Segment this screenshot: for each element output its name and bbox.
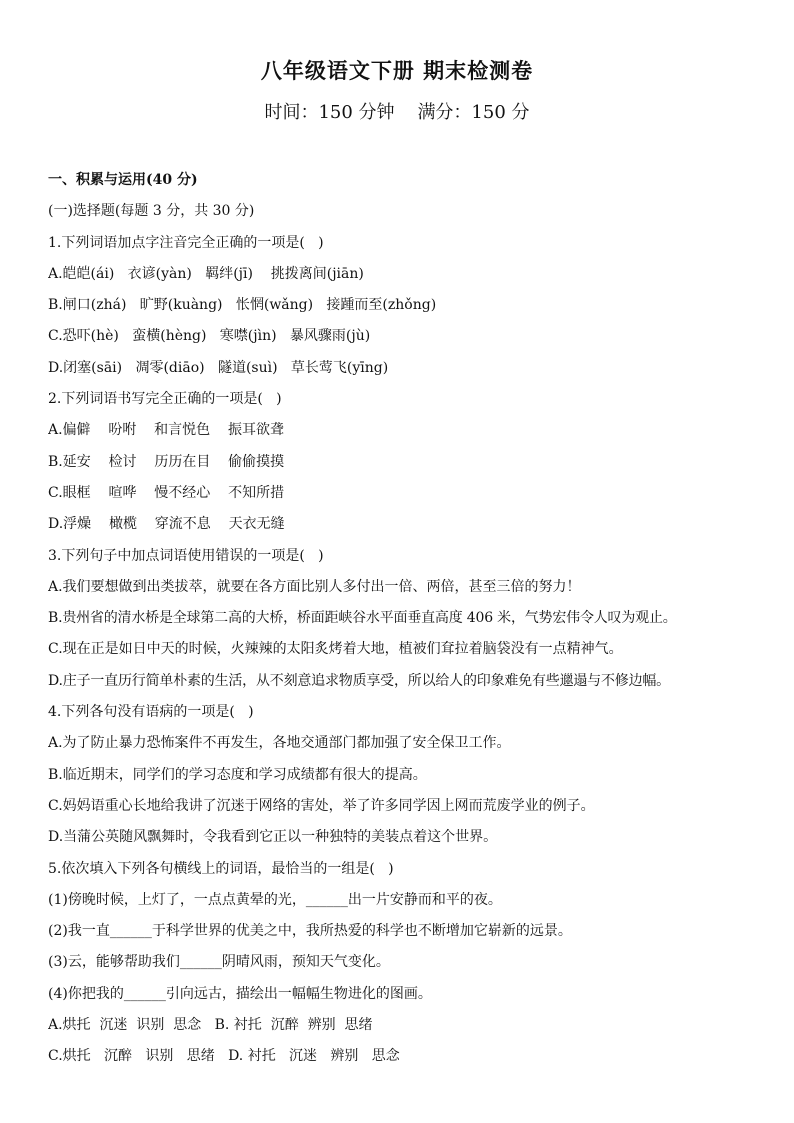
question-3-option-b: B.贵州省的清水桥是全球第二高的大桥，桥面距峡谷水平面垂直高度 406 米，气势宏伟令人叹为观止。 <box>48 610 677 627</box>
question-1-option-c: C.恐吓(hè) 蛮横(hèng) 寒噤(jìn) 暴风骤雨(jù) <box>48 328 371 345</box>
question-3-option-d: D.庄子一直历行简单朴素的生活，从不刻意追求物质享受，所以给人的印象难免有些邋遢与不修边幅。 <box>48 672 670 689</box>
question-1-option-b: B.闸口(zhá) 旷野(kuàng) 怅惘(wǎng) 接踵而至(zhǒng) <box>48 297 437 314</box>
question-4: 4.下列各句没有语病的一项是( ) <box>48 704 254 721</box>
question-5-item-3: (3)云，能够帮助我们______阴晴风雨，预知天气变化。 <box>48 954 390 971</box>
question-5-item-1: (1)傍晚时候，上灯了，一点点黄晕的光，______出一片安静而和平的夜。 <box>48 891 502 908</box>
exam-score: 满分：150 分 <box>417 102 530 123</box>
question-2-option-b: B.延安 检讨 历历在目 偷偷摸摸 <box>48 453 285 470</box>
question-4-option-a: A.为了防止暴力恐怖案件不再发生，各地交通部门都加强了安全保卫工作。 <box>48 735 511 752</box>
question-2-option-c: C.眼框 喧哗 慢不经心 不知所措 <box>48 484 285 501</box>
question-5: 5.依次填入下列各句横线上的词语，最恰当的一组是( ) <box>48 860 394 877</box>
question-2: 2.下列词语书写完全正确的一项是( ) <box>48 391 282 408</box>
question-1-option-a: A.皑皑(ái) 衣谚(yàn) 羁绊(jī) 挑拨离间(jiān) <box>48 265 364 282</box>
question-2-option-a: A.偏僻 吩咐 和言悦色 振耳欲聋 <box>48 422 284 439</box>
question-5-item-2: (2)我一直______于科学世界的优美之中，我所热爱的科学也不断增加它崭新的远景。 <box>48 923 572 940</box>
question-1-option-d: D.闭塞(sāi) 凋零(diāo) 隧道(suì) 草长莺飞(yīng) <box>48 359 389 376</box>
question-1: 1.下列词语加点字注音完全正确的一项是( ) <box>48 234 324 251</box>
page-title: 八年级语文下册 期末检测卷 <box>260 58 534 83</box>
question-5-options-cd: C.烘托 沉醉 识别 思绪 D. 衬托 沉迷 辨别 思念 <box>48 1048 400 1065</box>
question-2-option-d: D.浮燥 橄榄 穿流不息 天衣无缝 <box>48 516 285 533</box>
question-4-option-d: D.当蒲公英随风飘舞时，令我看到它正以一种独特的美装点着这个世界。 <box>48 829 498 846</box>
question-content <box>48 165 778 1073</box>
question-4-option-c: C.妈妈语重心长地给我讲了沉迷于网络的害处，举了许多同学因上网而荒废学业的例子。 <box>48 797 595 814</box>
exam-info <box>0 98 794 124</box>
question-3-option-c: C.现在正是如日中天的时候，火辣辣的太阳炙烤着大地，植被们耷拉着脑袋没有一点精神气。 <box>48 641 623 658</box>
subsection-heading: (一)选择题(每题 3 分，共 30 分) <box>48 203 255 220</box>
question-4-option-b: B.临近期末，同学们的学习态度和学习成绩都有很大的提高。 <box>48 766 427 783</box>
question-5-options-ab: A.烘托 沉迷 识别 思念 B. 衬托 沉醉 辨别 思绪 <box>48 1017 373 1034</box>
question-3: 3.下列句子中加点词语使用错误的一项是( ) <box>48 547 324 564</box>
question-3-option-a: A.我们要想做到出类拔萃，就要在各方面比别人多付出一倍、两倍，甚至三倍的努力！ <box>48 578 581 595</box>
question-5-item-4: (4)你把我的______引向远古，描绘出一幅幅生物进化的图画。 <box>48 985 432 1002</box>
section-heading: 一、积累与运用(40 分) <box>48 172 198 188</box>
exam-time: 时间：150 分钟 <box>264 102 395 123</box>
